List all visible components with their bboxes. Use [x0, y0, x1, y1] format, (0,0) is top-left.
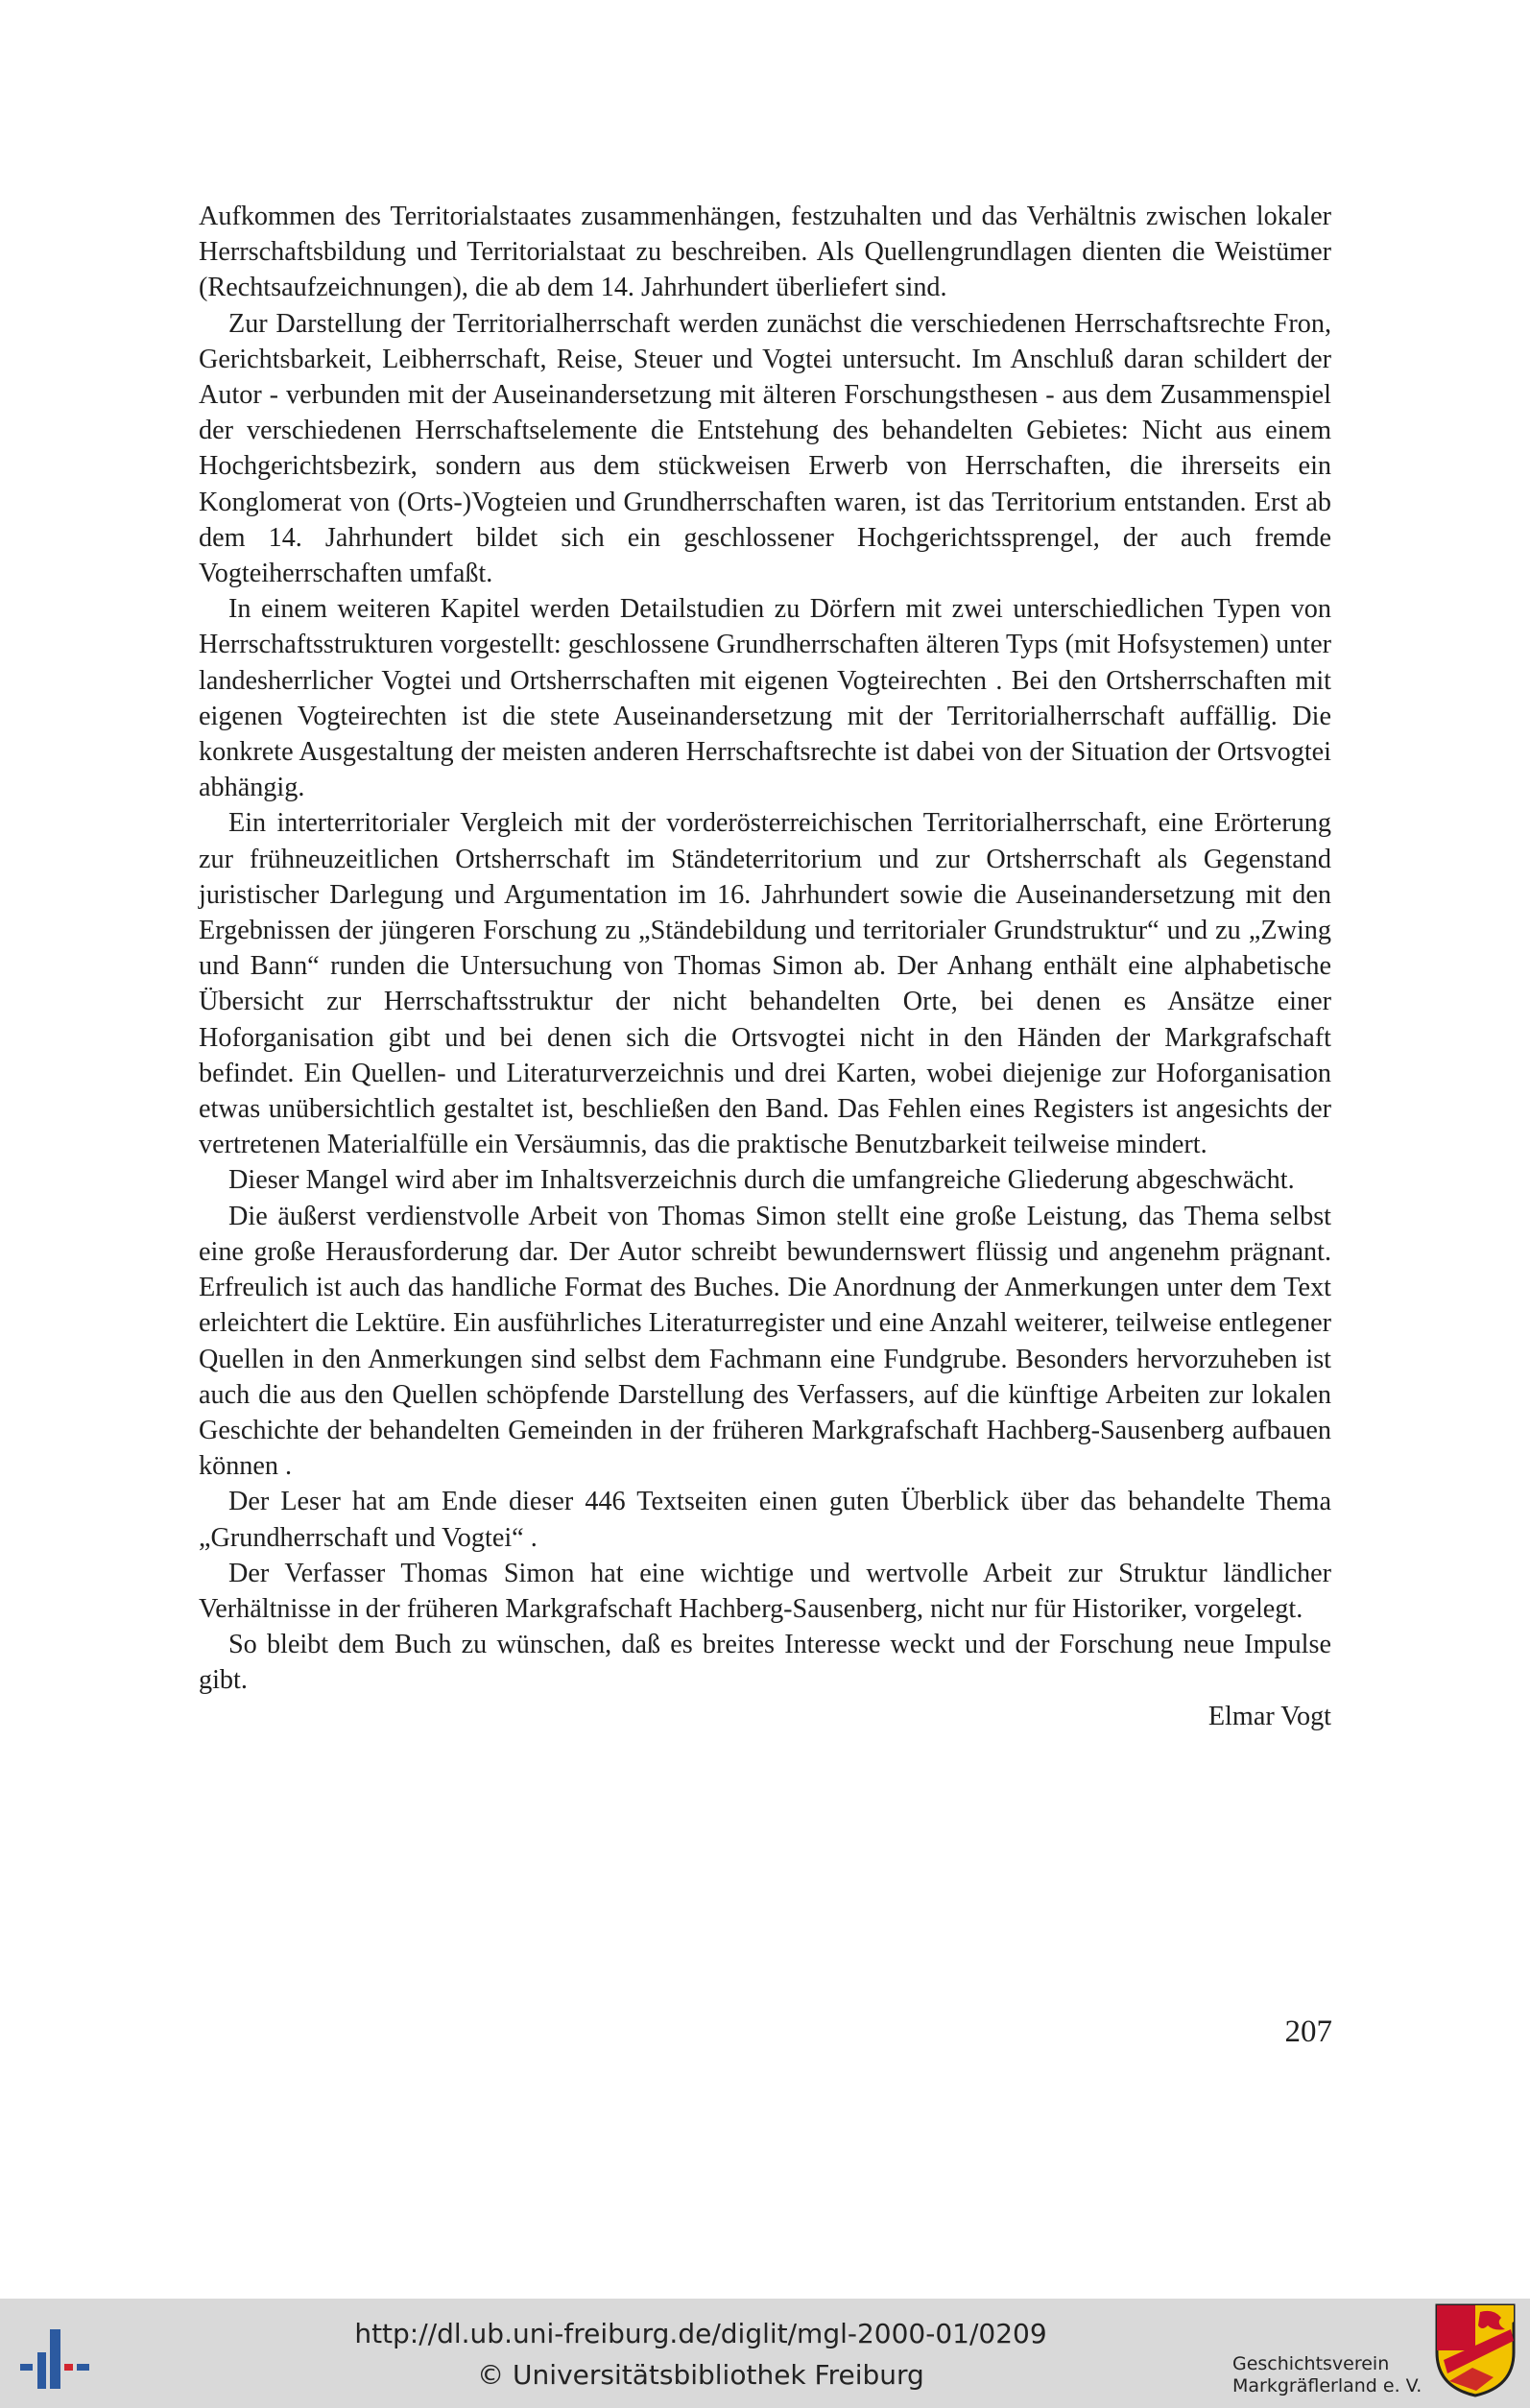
coat-of-arms-icon	[1434, 2302, 1517, 2398]
paragraph: Ein interterritorialer Vergleich mit der vorderösterreichischen Territorialherrschaft, eine Erörterung zur frühneuzeitlichen Ortsherrschaft im Ständeterritorium und zur Ortsherrschaft als Gegenstand juristischer Darlegung und Argumentation im 16. Jahrhundert sowie die Auseinandersetzung mit den Ergebnissen der jüngeren Forschung zu „Ständebildung und territorialer Grundstruktur“ und zu „Zwing und Bann“ runden die Untersuchung von Thomas Simon ab. Der Anhang enthält eine alphabetische Übersicht zur Herrschaftsstruktur der nicht behandelten Orte, bei denen es Ansätze einer Hoforganisation gibt und bei denen sich die Ortsvogtei nicht in den Händen der Markgrafschaft befindet. Ein Quellen- und Literaturverzeichnis und drei Karten, wobei diejenige zur Hoforganisation etwas unübersichtlich gestaltet ist, beschließen den Band. Das Fehlen eines Registers ist angesichts der vertretenen Materialfülle ein Versäumnis, das die praktische Benutzbarkeit teilweise mindert.	[199, 808, 1331, 1160]
paragraph: Zur Darstellung der Territorialherrschaft werden zunächst die verschiedenen Herrschaftsrechte Fron, Gerichtsbarkeit, Leibherrschaft, Reise, Steuer und Vogtei untersucht. Im Anschluß daran schildert der Autor - verbunden mit der Auseinandersetzung mit älteren Forschungsthesen - aus dem Zusammenspiel der verschiedenen Herrschaftselemente die Entstehung des behandelten Gebietes: Nicht aus einem Hochgerichtsbezirk, sondern aus dem stückweisen Erwerb von Herrschaften, die ihrerseits ein Konglomerat von (Orts-)Vogteien und Grundherrschaften waren, ist das Territorium entstanden. Erst ab dem 14. Jahrhundert bildet sich ein geschlossener Hochgerichtssprengel, der auch fremde Vogteiherrschaften umfaßt.	[199, 308, 1331, 589]
paragraph: Dieser Mangel wird aber im Inhaltsverzeichnis durch die umfangreiche Gliederung abgeschwächt.	[228, 1165, 1295, 1196]
footer-copyright: © Universitätsbibliothek Freiburg	[477, 2359, 924, 2391]
society-name-line: Markgräflerland e. V.	[1232, 2375, 1422, 2396]
paragraph: Die äußerst verdienstvolle Arbeit von Thomas Simon stellt eine große Leistung, das Thema selbst eine große Herausforderung dar. Der Autor schreibt bewundernswert flüssig und angenehm prägnant. Erfreulich ist auch das handliche Format des Buches. Die Anordnung der Anmerkungen unter dem Text erleichtert die Lektüre. Ein ausführliches Literaturregister und eine Anzahl weiterer, teilweise entlegener Quellen in den Anmerkungen sind selbst dem Fachmann eine Fundgrube. Besonders hervorzuheben ist auch die aus den Quellen schöpfende Darstellung des Verfassers, auf die künftige Arbeiten zur lokalen Geschichte der behandelten Gemeinden in der früheren Markgrafschaft Hachberg-Sausenberg aufbauen können .	[199, 1201, 1331, 1482]
review-text	[199, 199, 1331, 1734]
paragraph: So bleibt dem Buch zu wünschen, daß es breites Interesse weckt und der Forschung neue Impulse gibt.	[199, 1630, 1331, 1696]
footer-bar	[0, 2299, 1530, 2408]
page-number: 207	[1284, 2015, 1332, 2049]
paragraph: Der Verfasser Thomas Simon hat eine wichtige und wertvolle Arbeit zur Struktur ländlicher Verhältnisse in der früheren Markgrafschaft Hachberg-Sausenberg, nicht nur für Historiker, vorgelegt.	[199, 1558, 1331, 1624]
footer-url-link[interactable]: http://dl.ub.uni-freiburg.de/diglit/mgl-2000-01/0209	[354, 2318, 1047, 2349]
paragraph: Der Leser hat am Ende dieser 446 Textseiten einen guten Überblick über das behandelte Thema „Grundherrschaft und Vogtei“ .	[199, 1487, 1331, 1553]
paragraph: In einem weiteren Kapitel werden Detailstudien zu Dörfern mit zwei unterschiedlichen Typen von Herrschaftsstrukturen vorgestellt: geschlossene Grundherrschaften älteren Typs (mit Hofsystemen) unter landesherrlicher Vogtei und Ortsherrschaften mit eigenen Vogteirechten . Bei den Ortsherrschaften mit eigenen Vogteirechten ist die stete Auseinandersetzung mit der Territorialherrschaft auffällig. Die konkrete Ausgestaltung der meisten anderen Herrschaftsrechte ist dabei von der Situation der Ortsvogtei abhängig.	[199, 594, 1331, 803]
paragraph: Aufkommen des Territorialstaates zusammenhängen, festzuhalten und das Verhältnis zwischen lokaler Herrschaftsbildung und Territorialstaat zu beschreiben. Als Quellengrundlagen dienten die Weistümer (Rechtsaufzeichnungen), die ab dem 14. Jahrhundert überliefert sind.	[199, 202, 1331, 303]
society-name	[1232, 2353, 1424, 2397]
university-library-logo[interactable]	[17, 2324, 98, 2393]
author-signature: Elmar Vogt	[1207, 1701, 1331, 1731]
society-name-line: Geschichtsverein	[1232, 2353, 1390, 2374]
